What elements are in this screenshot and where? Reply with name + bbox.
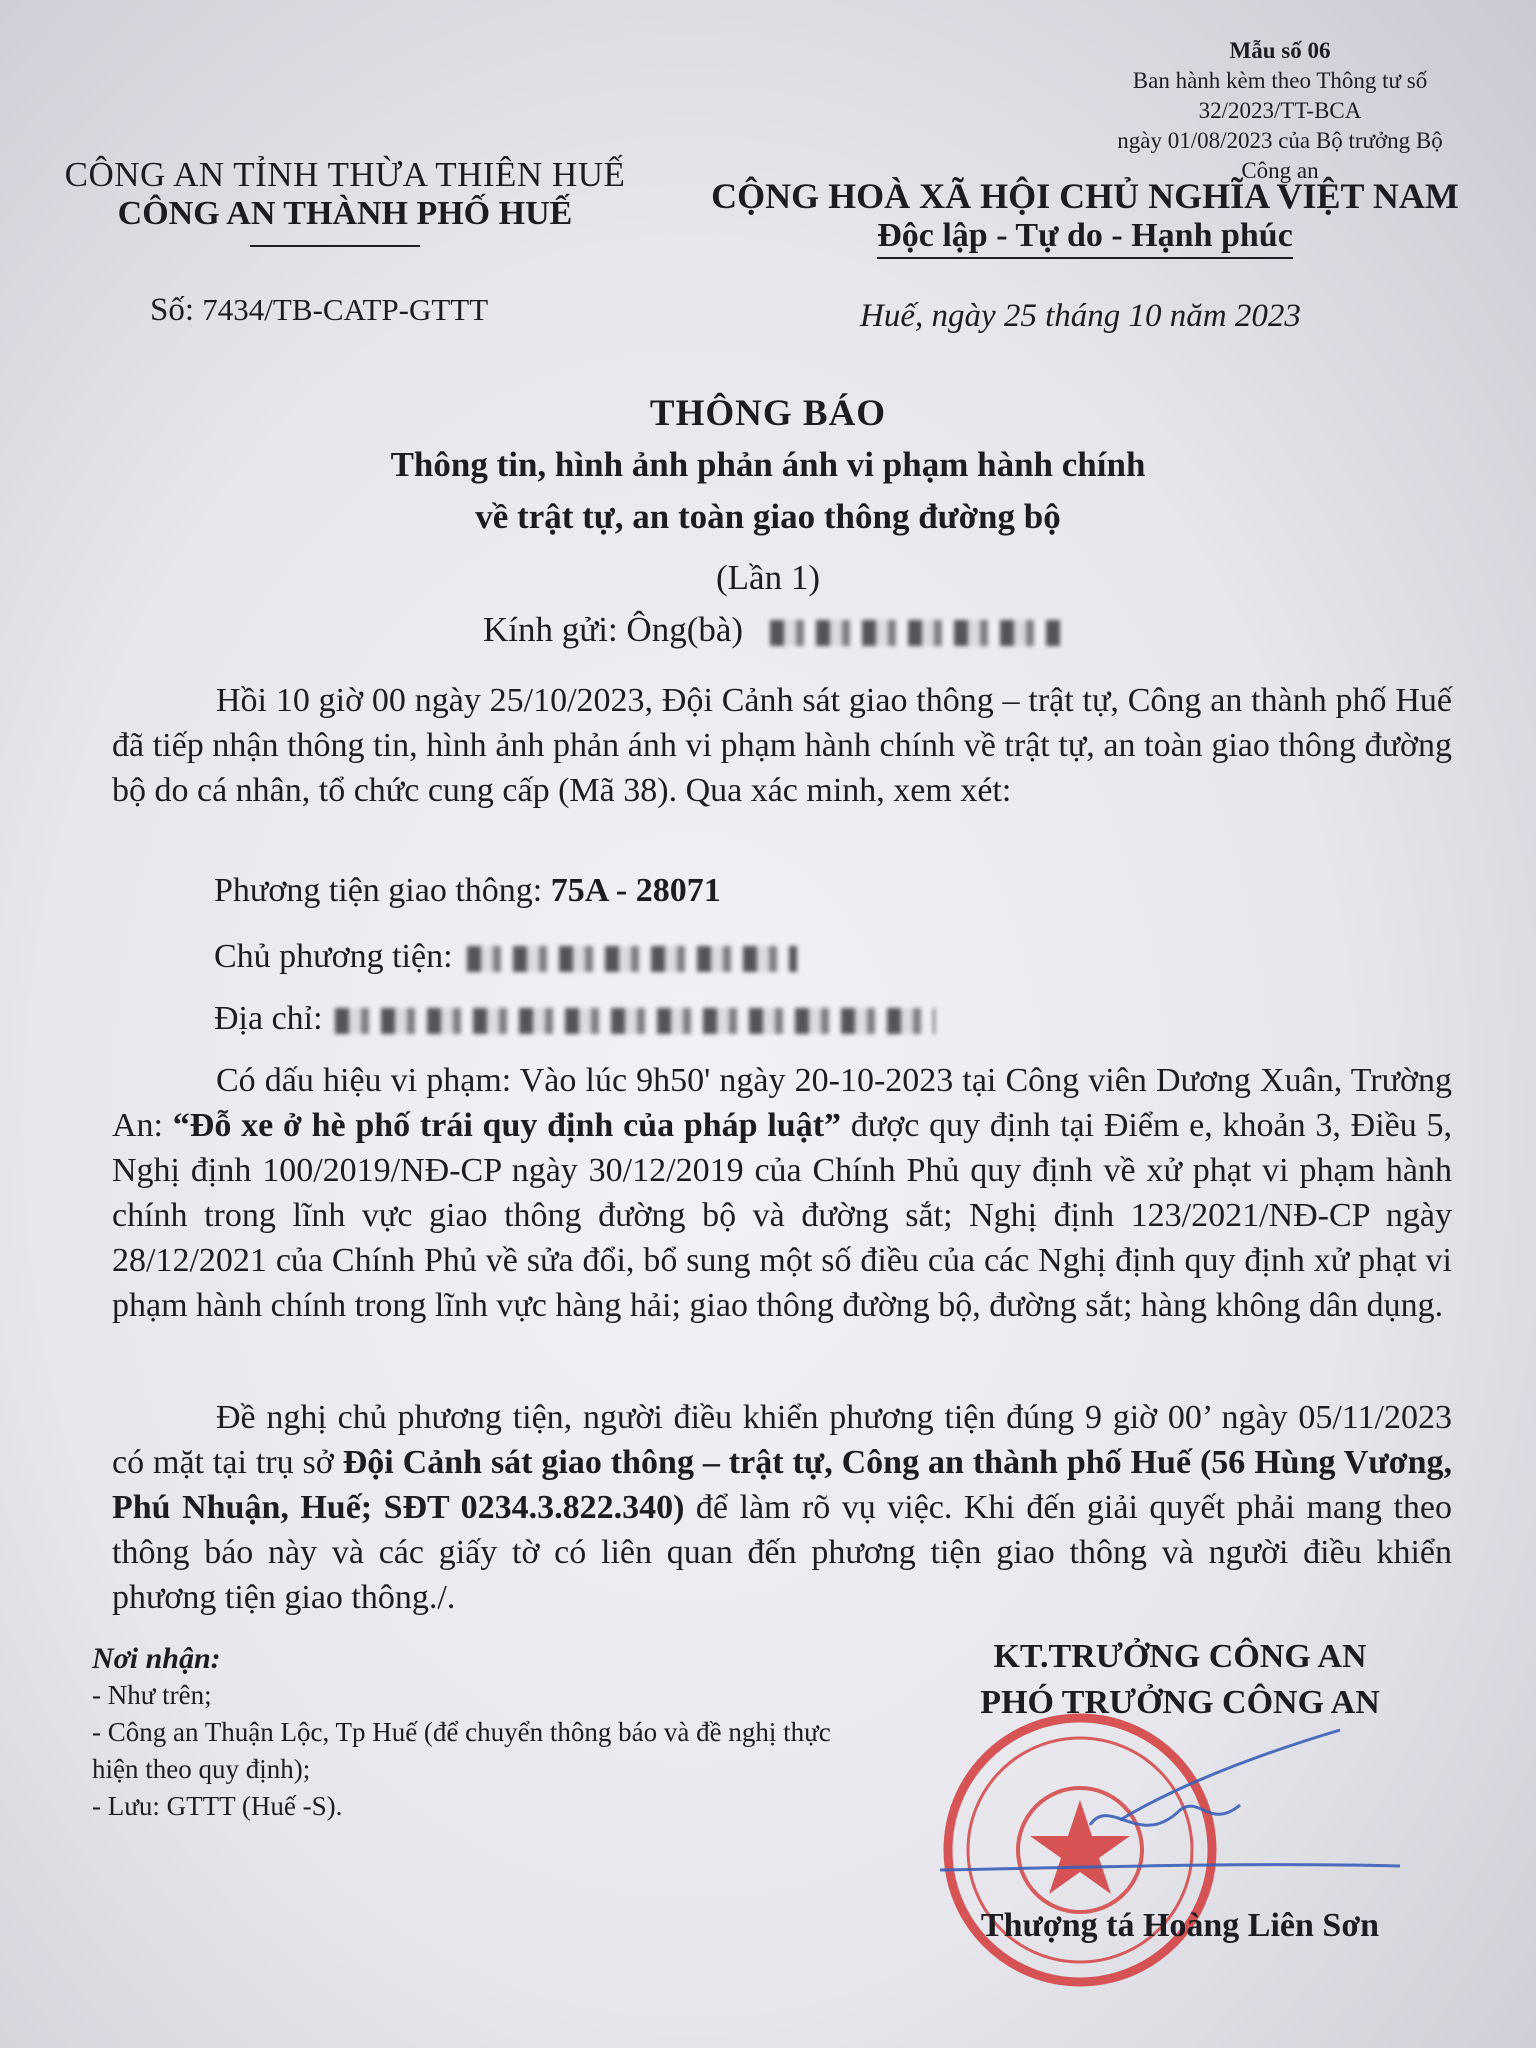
owner-line (214, 938, 797, 976)
greeting-text: Kính gửi: Ông(bà) (483, 610, 744, 649)
request-text-a: Đề nghị chủ phương tiện, người điều khiển phương tiện đúng 9 giờ 00’ ngày 05/11/2023 có mặt tại trụ sở (112, 1399, 1452, 1481)
number-label: Số: (150, 292, 195, 328)
violation-text-a: Có dấu hiệu vi phạm: Vào lúc 9h50' ngày 20-10-2023 tại Công viên Dương Xuân, Trường An: (112, 1062, 1452, 1144)
request-text-c: để làm rõ vụ việc. Khi đến giải quyết phải mang theo thông báo này và các giấy tờ có liên quan đến phương tiện giao thông và người điều khiển phương tiện giao thông./. (112, 1489, 1452, 1616)
nation-name: CỘNG HOÀ XÃ HỘI CHỦ NGHĨA VIỆT NAM (711, 176, 1459, 216)
redacted-name (770, 620, 1060, 646)
document-number (150, 292, 488, 329)
agency-parent: CÔNG AN TỈNH THỪA THIÊN HUẾ (64, 155, 626, 194)
document-edition: (Lần 1) (716, 558, 820, 597)
agency-name: CÔNG AN THÀNH PHỐ HUẾ (117, 195, 573, 232)
recipients-block (92, 1640, 832, 1825)
vehicle-line (214, 872, 721, 910)
document-title: THÔNG BÁO (649, 393, 887, 434)
form-number: Mẫu số 06 (1229, 38, 1331, 63)
paragraph-request (112, 1395, 1452, 1620)
number-value: 7434/TB-CATP-GTTT (202, 292, 489, 327)
document-subtitle-2: về trật tự, an toàn giao thông đường bộ (475, 497, 1061, 536)
document-date: Huế, ngày 25 tháng 10 năm 2023 (860, 298, 1301, 334)
address-label: Địa chỉ: (214, 1000, 323, 1037)
redacted-address (335, 1008, 935, 1034)
owner-label: Chủ phương tiện: (214, 938, 453, 975)
recipients-title: Nơi nhận: (92, 1642, 221, 1675)
request-location: Đội Cảnh sát giao thông – trật tự, Công an thành phố Huế (56 Hùng Vương, Phú Nhuận, Huế; SĐT 0234.3.822.340) (112, 1444, 1452, 1526)
address-line (214, 1000, 935, 1038)
greeting (483, 610, 1060, 650)
recipient-item: - Lưu: GTTT (Huế -S). (92, 1791, 343, 1821)
agency-underline (250, 245, 420, 247)
recipient-item: - Như trên; (92, 1680, 212, 1710)
form-reference (1090, 36, 1470, 186)
redacted-owner (467, 946, 797, 972)
signature-stroke-icon (940, 1700, 1460, 1920)
paragraph-receipt: Hồi 10 giờ 00 ngày 25/10/2023, Đội Cảnh sát giao thông – trật tự, Công an thành phố Huế đã tiếp nhận thông tin, hình ảnh phản ánh vi phạm hành chính về trật tự, an toàn giao thông đường bộ do cá nhân, tổ chức cung cấp (Mã 38). Qua xác minh, xem xét: (112, 682, 1452, 809)
form-issued-date: ngày 01/08/2023 của Bộ trưởng Bộ Công an (1117, 128, 1443, 183)
violation-description: “Đỗ xe ở hè phố trái quy định của pháp luật” (172, 1107, 842, 1144)
form-issued-by: Ban hành kèm theo Thông tư số 32/2023/TT-BCA (1132, 68, 1428, 123)
vehicle-label: Phương tiện giao thông: (214, 872, 543, 909)
document-subtitle-1: Thông tin, hình ảnh phản ánh vi phạm hành chính (390, 445, 1146, 484)
vehicle-plate: 75A - 28071 (550, 872, 721, 909)
signature-title-1: KT.TRƯỞNG CÔNG AN (993, 1638, 1367, 1675)
signature-title-2: PHÓ TRƯỞNG CÔNG AN (980, 1684, 1380, 1721)
recipient-item: - Công an Thuận Lộc, Tp Huế (để chuyển thông báo và đề nghị thực hiện theo quy định); (92, 1717, 831, 1784)
violation-text-c: được quy định tại Điểm e, khoản 3, Điều 5, Nghị định 100/2019/NĐ-CP ngày 30/12/2019 của Chính Phủ quy định về xử phạt vi phạm hành chính trong lĩnh vực giao thông đường bộ và đường sắt; Nghị định 123/2021/NĐ-CP ngày 28/12/2021 của Chính Phủ về sửa đổi, bổ sung một số điều của các Nghị định quy định xử phạt vi phạm hành chính trong lĩnh vực hàng hải; giao thông đường bộ, đường sắt; hàng không dân dụng. (112, 1107, 1452, 1324)
agency-header (40, 155, 650, 233)
signer-name: Thượng tá Hoàng Liên Sơn (980, 1907, 1380, 1944)
nation-motto: Độc lập - Tự do - Hạnh phúc (877, 217, 1293, 259)
nation-header (700, 175, 1470, 259)
paragraph-violation (112, 1058, 1452, 1328)
